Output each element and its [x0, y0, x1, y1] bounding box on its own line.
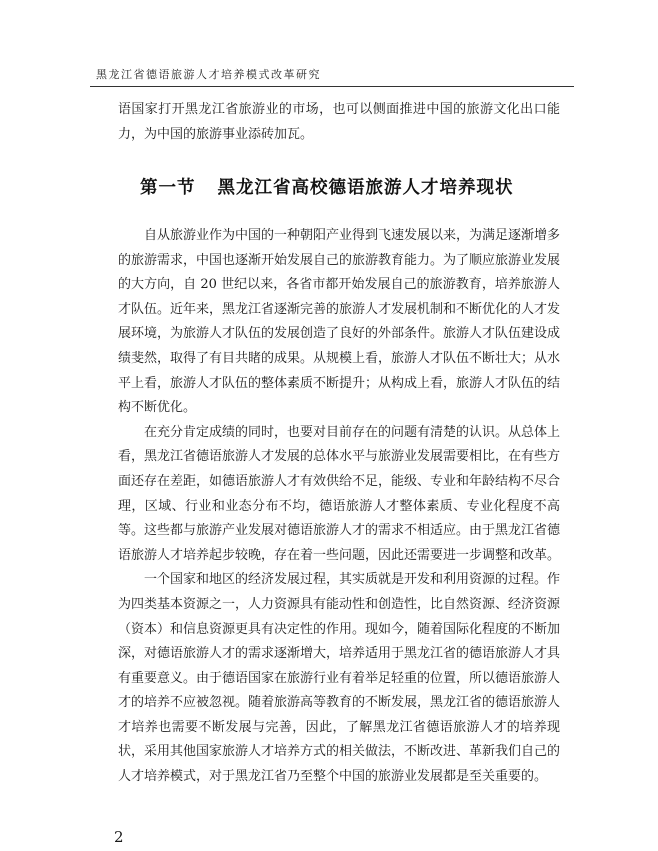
section-heading [140, 174, 514, 199]
body-paragraph-2: 在充分肯定成绩的同时，也要对目前存在的问题有清楚的认识。从总体上看，黑龙江省德语旅游人才发展的总体水平与旅游业发展需要相比，在有些方面还存在差距，如德语旅游人才有效供给不足，能级、专业和年龄结构不尽合理，区域、行业和业态分布不均，德语旅游人才整体素质、专业化程度不高等。这些都与旅游产业发展对德语旅游人才的需求不相适应。由于黑龙江省德语旅游人才培养起步较晚，存在着一些问题，因此还需要进一步调整和改革。 [118, 424, 561, 563]
body-paragraph-3: 一个国家和地区的经济发展过程，其实质就是开发和利用资源的过程。作为四类基本资源之一，人力资源具有能动性和创造性，比自然资源、经济资源（资本）和信息资源更具有决定性的作用。现如今，随着国际化程度的不断加深，对德语旅游人才的需求逐渐增大，培养适用于黑龙江省的德语旅游人才具有重要意义。由于德语国家在旅游行业有着举足轻重的位置，所以德语旅游人才的培养不应被忽视。随着旅游高等教育的不断发展，黑龙江省的德语旅游人才培养也需要不断发展与完善，因此，了解黑龙江省德语旅游人才的培养现状，采用其他国家旅游人才培养方式的相关做法，不断改进、革新我们自己的人才培养模式，对于黑龙江省乃至整个中国的旅游业发展都是至关重要的。 [118, 572, 561, 785]
intro-text [118, 98, 560, 147]
header-rule [90, 86, 574, 87]
body-paragraph-1: 自从旅游业作为中国的一种朝阳产业得到飞速发展以来，为满足逐渐增多的旅游需求，中国也逐渐开始发展自己的旅游教育能力。为了顺应旅游业发展的大方向，自 20 世纪以来，各省市都开始发展自己的旅游教育，培养旅游人才队伍。近年来，黑龙江省逐渐完善的旅游人才发展机制和不断优化的人才发展环境，为旅游人才队伍的发展创造了良好的外部条件。旅游人才队伍建设成绩斐然，取得了有目共睹的成果。从规模上看，旅游人才队伍不断壮大；从水平上看，旅游人才队伍的整体素质不断提升；从构成上看，旅游人才队伍的结构不断优化。 [118, 228, 561, 416]
body-text [118, 224, 560, 790]
intro-paragraph: 语国家打开黑龙江省旅游业的市场，也可以侧面推进中国的旅游文化出口能力，为中国的旅游事业添砖加瓦。 [118, 102, 560, 142]
section-title: 黑龙江省高校德语旅游人才培养现状 [217, 178, 514, 198]
running-header: 黑龙江省德语旅游人才培养模式改革研究 [96, 68, 321, 81]
section-number: 第一节 [140, 178, 196, 198]
page-number: 2 [114, 828, 124, 846]
